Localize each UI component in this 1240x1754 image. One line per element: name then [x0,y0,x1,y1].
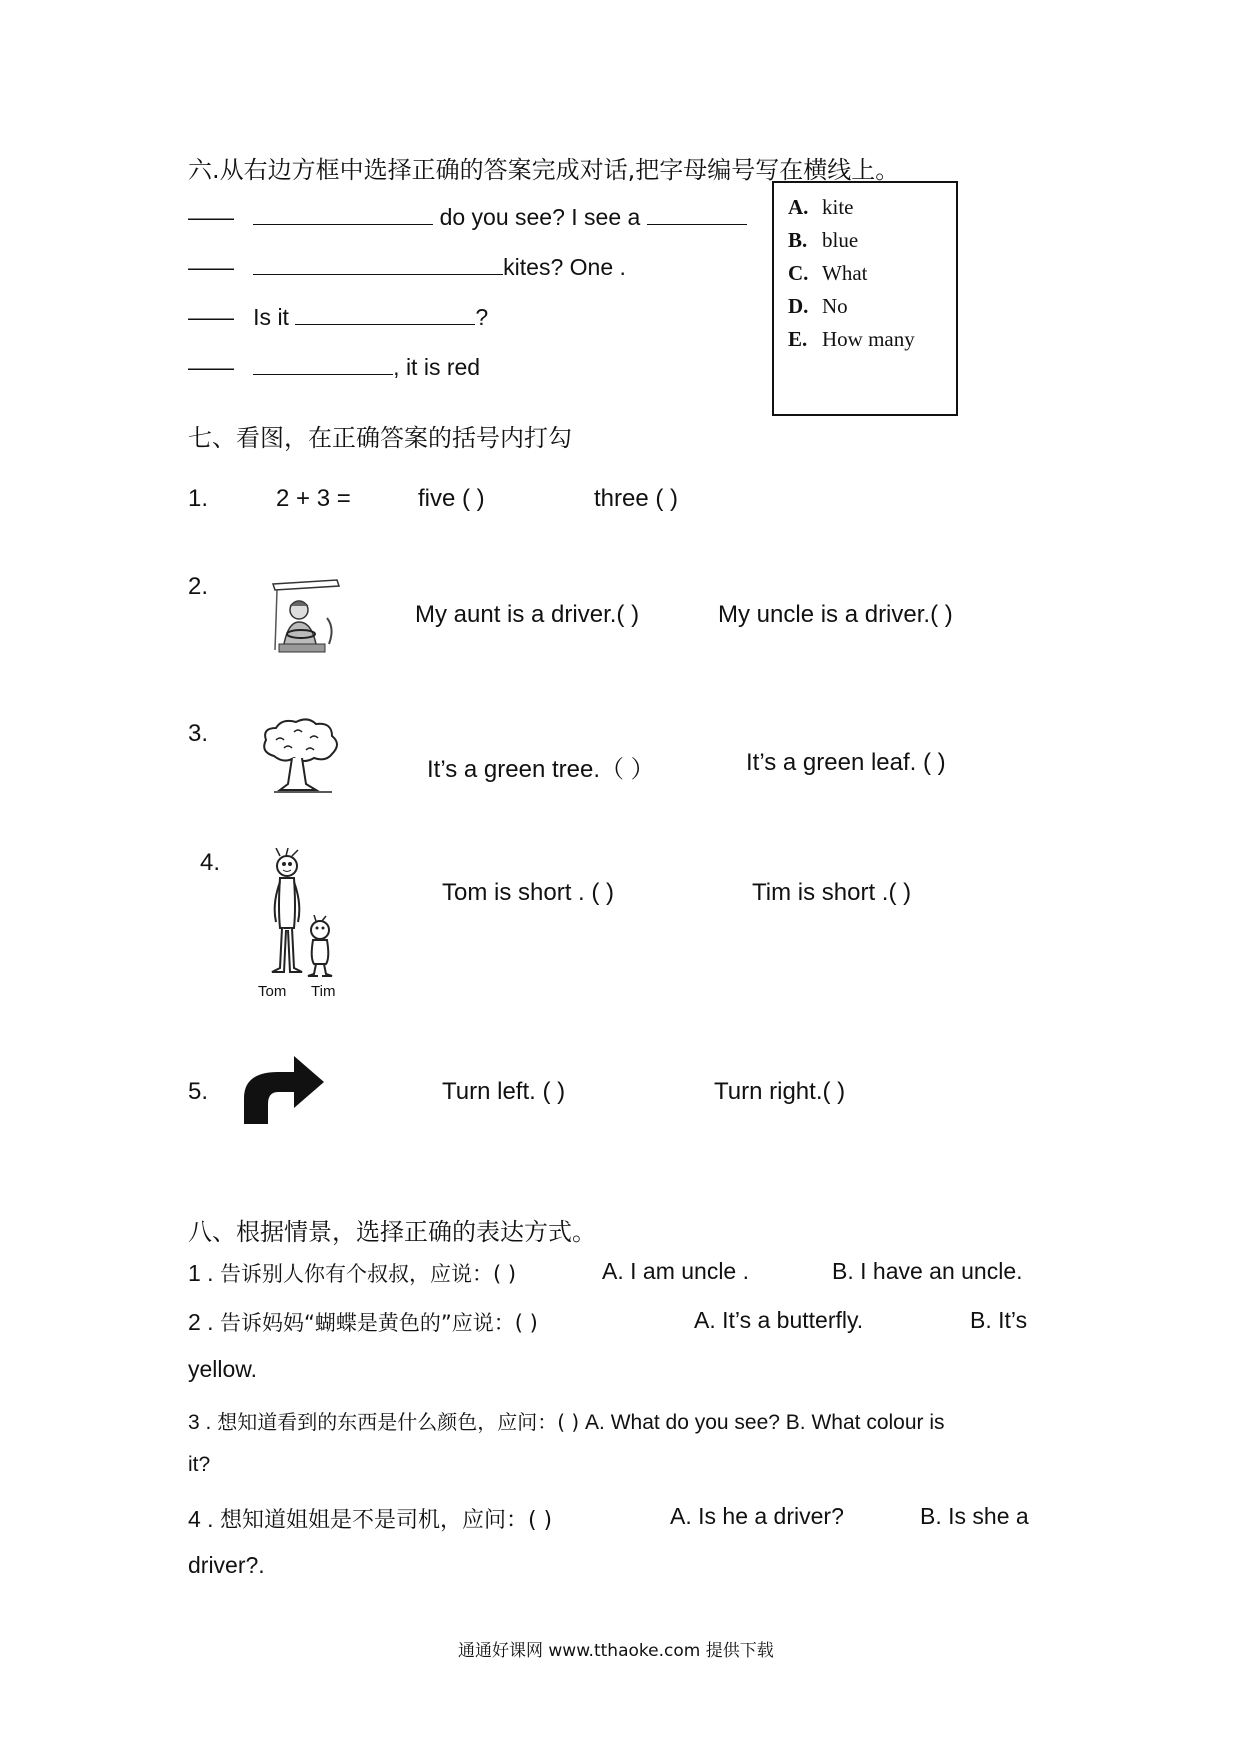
q8-2-continuation: yellow. [188,1356,258,1382]
q8-4-number: 4 . [188,1506,214,1532]
q8-3 [188,1406,945,1435]
answer-blank-3[interactable] [253,252,503,275]
option-text: kite [822,195,854,219]
q8-1-option-a[interactable]: A. I am uncle . [602,1258,750,1284]
option-letter: B. [788,228,808,252]
q8-4-continuation: driver?. [188,1552,265,1578]
q7-3-option-a[interactable]: It’s a green tree.（ ） [427,756,655,783]
option-item [788,195,854,220]
option-item [788,261,867,286]
turn-right-arrow-icon [242,1052,326,1126]
q7-5-option-b[interactable]: Turn right.( ) [714,1078,846,1105]
q8-4-option-b[interactable]: B. Is she a [920,1503,1029,1529]
dialog-line-2 [188,252,626,281]
tall-short-picture [250,848,350,988]
footer-text: 通通好课网 www.tthaoke.com 提供下载 [458,1641,774,1661]
tim-label: Tim [311,983,336,1000]
dialog-dash: —— [188,254,234,280]
option-letter: A. [788,195,809,219]
q8-1-option-b[interactable]: B. I have an uncle. [832,1258,1023,1284]
q7-2-number: 2. [188,573,209,600]
q8-2-option-b[interactable]: B. It’s [970,1307,1028,1333]
q7-3-option-b[interactable]: It’s a green leaf. ( ) [746,749,946,776]
q7-2-option-b[interactable]: My uncle is a driver.( ) [718,601,953,628]
q7-1-number: 1. [188,485,209,512]
q8-3-continuation: it? [188,1453,211,1476]
q8-4-option-a[interactable]: A. Is he a driver? [670,1503,844,1529]
q8-3-options[interactable]: A. What do you see? B. What colour is [585,1411,945,1434]
q7-4-option-a[interactable]: Tom is short . ( ) [442,879,615,906]
tree-picture [254,716,344,796]
answer-blank-2[interactable] [647,202,747,225]
dialog-dash: —— [188,354,234,380]
tom-label: Tom [258,983,287,1000]
q7-5-number: 5. [188,1078,209,1105]
q8-4-prompt: 想知道姐姐是不是司机，应问：( ) [219,1508,553,1533]
option-text: How many [822,327,915,351]
section8-heading: 八、根据情景，选择正确的表达方式。 [188,1218,596,1246]
option-item [788,327,915,352]
q8-2-number: 2 . [188,1309,214,1335]
q7-1-option-a[interactable]: five ( ) [418,485,485,512]
dialog-text: Is it [253,304,289,330]
option-text: blue [822,228,859,252]
dialog-text: ? [475,304,489,330]
dialog-text: do you see? I see a [439,204,641,230]
answer-blank-1[interactable] [253,202,433,225]
option-text: No [822,294,848,318]
option-letter: D. [788,294,809,318]
answer-blank-4[interactable] [295,302,475,325]
driver-picture [265,578,345,658]
section7-heading: 七、看图，在正确答案的括号内打勾 [188,424,572,452]
section6-heading: 六.从右边方框中选择正确的答案完成对话,把字母编号写在横线上。 [188,156,900,184]
dialog-line-4 [188,352,480,381]
dialog-dash: —— [188,304,234,330]
q7-1-option-b[interactable]: three ( ) [594,485,679,512]
q8-3-prompt: 想知道看到的东西是什么颜色，应问：( ) [217,1410,580,1434]
q8-2-prompt: 告诉妈妈“蝴蝶是黄色的”应说：( ) [219,1311,538,1335]
q8-1-prompt: 告诉别人你有个叔叔，应说：( ) [219,1262,517,1286]
q7-4-number: 4. [200,849,221,876]
q7-1-expression: 2 + 3 = [276,485,351,512]
options-box [772,181,958,416]
dialog-text: kites? One . [503,254,626,280]
q8-3-number: 3 . [188,1411,212,1434]
q7-5-option-a[interactable]: Turn left. ( ) [442,1078,566,1105]
dialog-text: , it is red [393,354,481,380]
option-item [788,228,858,253]
option-letter: C. [788,261,809,285]
option-item [788,294,848,319]
answer-blank-5[interactable] [253,352,393,375]
dialog-line-3 [188,302,488,331]
option-letter: E. [788,327,808,351]
q8-1 [188,1258,516,1288]
q8-2-option-a[interactable]: A. It’s a butterfly. [694,1307,864,1333]
dialog-line-1 [188,202,747,231]
q8-4 [188,1503,552,1534]
q8-2 [188,1307,538,1337]
dialog-dash: —— [188,204,234,230]
q8-1-number: 1 . [188,1260,214,1286]
q7-2-option-a[interactable]: My aunt is a driver.( ) [415,601,640,628]
q7-4-option-b[interactable]: Tim is short .( ) [752,879,912,906]
q7-3-number: 3. [188,720,209,747]
option-text: What [822,261,868,285]
